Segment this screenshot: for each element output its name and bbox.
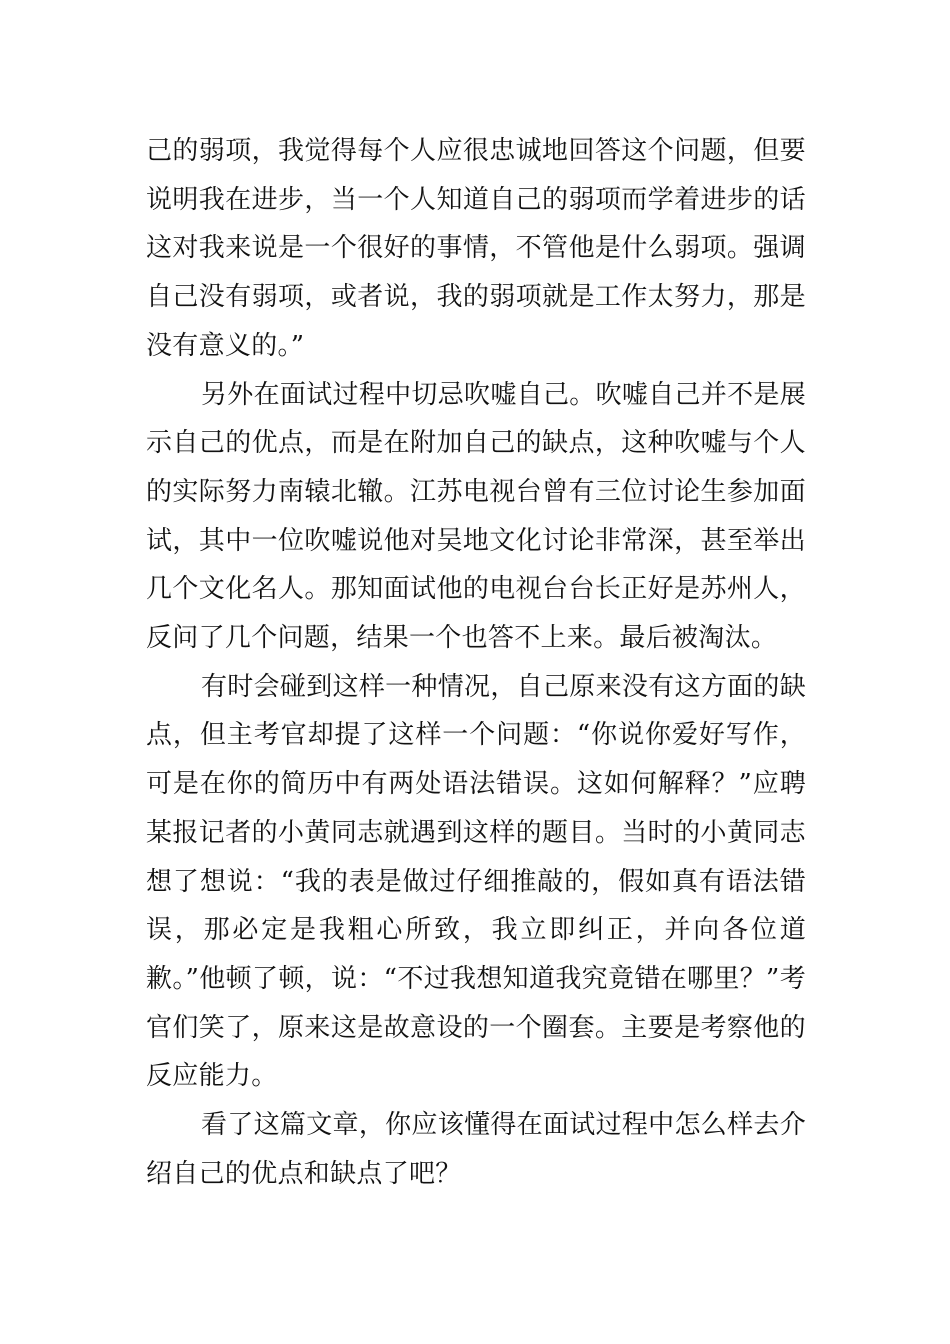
paragraph-trap-question: 有时会碰到这样一种情况，自己原来没有这方面的缺点，但主考官却提了这样一个问题：“你说你爱好写作，可是在你的简历中有两处语法错误。这如何解释？”应聘某报记者的小黄同志就遇到这样的题目。当时的小黄同志想了想说：“我的表是做过仔细推敲的，假如真有语法错误，那必定是我粗心所致，我立即纠正，并向各位道歉。”他顿了顿，说：“不过我想知道我究竟错在哪里？”考官们笑了，原来这是故意设的一个圈套。主要是考察他的反应能力。 bbox=[146, 671, 806, 1092]
document-page bbox=[146, 127, 806, 1198]
paragraph-conclusion: 看了这篇文章，你应该懂得在面试过程中怎么样去介绍自己的优点和缺点了吧？ bbox=[146, 1110, 806, 1189]
paragraph-continuation: 己的弱项，我觉得每个人应很忠诚地回答这个问题，但要说明我在进步，当一个人知道自己的弱项而学着进步的话这对我来说是一个很好的事情，不管他是什么弱项。强调自己没有弱项，或者说，我的弱项就是工作太努力，那是没有意义的。” bbox=[146, 136, 806, 361]
paragraph-bragging: 另外在面试过程中切忌吹嘘自己。吹嘘自己并不是展示自己的优点，而是在附加自己的缺点，这种吹嘘与个人的实际努力南辕北辙。江苏电视台曾有三位讨论生参加面试，其中一位吹嘘说他对吴地文化讨论非常深，甚至举出几个文化名人。那知面试他的电视台台长正好是苏州人，反问了几个问题，结果一个也答不上来。最后被淘汰。 bbox=[146, 379, 806, 654]
